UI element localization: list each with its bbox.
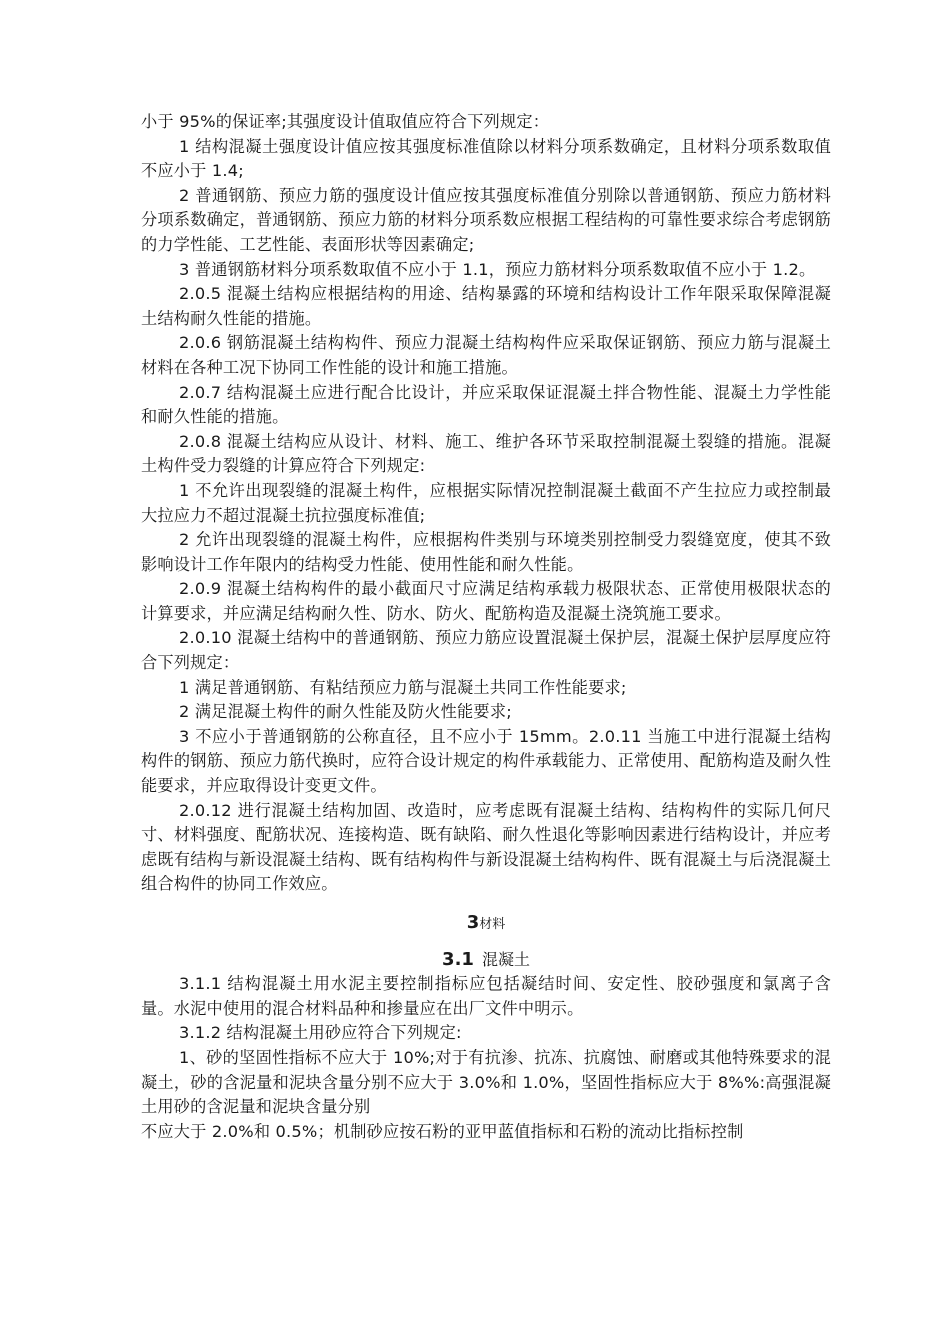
paragraph: 2 满足混凝土构件的耐久性能及防火性能要求; [179,702,512,722]
chapter-heading [141,911,831,938]
section-title: 混凝土 [481,949,530,969]
paragraph: 2.0.7 结构混凝土应进行配合比设计，并应采取保证混凝土拌合物性能、混凝土力学性能和耐久性能的措施。 [141,382,831,427]
paragraph: 2.0.10 混凝土结构中的普通钢筋、预应力筋应设置混凝土保护层，混凝土保护层厚度应符合下列规定： [141,628,831,673]
document-page [141,110,831,1144]
paragraph: 3 不应小于普通钢筋的公称直径，且不应小于 15mm。2.0.11 当施工中进行混凝土结构构件的钢筋、预应力筋代换时，应符合设计规定的构件承载能力、正常使用、配筋构造及耐久性能要求，并应取得设计变更文件。 [141,726,831,796]
body-text-after [141,972,831,1144]
chapter-title: 材料 [479,917,506,932]
paragraph: 2.0.5 混凝土结构应根据结构的用途、结构暴露的环境和结构设计工作年限采取保障混凝土结构耐久性能的措施。 [141,284,831,328]
paragraph: 不应大于 2.0%和 0.5%；机制砂应按石粉的亚甲蓝值指标和石粉的流动比指标控制 [141,1121,744,1141]
paragraph: 2.0.9 混凝土结构构件的最小截面尺寸应满足结构承载力极限状态、正常使用极限状态的计算要求，并应满足结构耐久性、防水、防火、配筋构造及混凝土浇筑施工要求。 [141,579,831,623]
paragraph: 2.0.12 进行混凝土结构加固、改造时，应考虑既有混凝土结构、结构构件的实际几何尺寸、材料强度、配筋状况、连接构造、既有缺陷、耐久性退化等影响因素进行结构设计，并应考虑既有结构与新设混凝土结构、既有结构构件与新设混凝土结构构件、既有混凝土与后浇混凝土组合构件的协同工作效应。 [141,800,831,894]
paragraph: 1 不允许出现裂缝的混凝土构件，应根据实际情况控制混凝土截面不产生拉应力或控制最大拉应力不超过混凝土抗拉强度标准值; [141,480,831,525]
paragraph: 2.0.8 混凝土结构应从设计、材料、施工、维护各环节采取控制混凝土裂缝的措施。混凝土构件受力裂缝的计算应符合下列规定: [141,431,831,476]
paragraph: 3.1.2 结构混凝土用砂应符合下列规定: [179,1023,462,1043]
paragraph: 1 结构混凝土强度设计值应按其强度标准值除以材料分项系数确定，且材料分项系数取值不应小于 1.4; [141,136,831,181]
paragraph: 2 普通钢筋、预应力筋的强度设计值应按其强度标准值分别除以普通钢筋、预应力筋材料分项系数确定，普通钢筋、预应力筋的材料分项系数应根据工程结构的可靠性要求综合考虑钢筋的力学性能、工艺性能、表面形状等因素确定; [141,185,831,254]
paragraph: 1、砂的坚固性指标不应大于 10%;对于有抗渗、抗冻、抗腐蚀、耐磨或其他特殊要求的混凝土，砂的含泥量和泥块含量分别不应大于 3.0%和 1.0%，坚固性指标应大于 8%%:高强混凝土用砂的含泥量和泥块含量分别 [141,1047,831,1117]
paragraph: 2.0.6 钢筋混凝土结构构件、预应力混凝土结构构件应采取保证钢筋、预应力筋与混凝土材料在各种工况下协同工作性能的设计和施工措施。 [141,333,831,377]
section-heading [141,948,831,973]
paragraph: 2 允许出现裂缝的混凝土构件，应根据构件类别与环境类别控制受力裂缝宽度，使其不致影响设计工作年限内的结构受力性能、使用性能和耐久性能。 [141,530,831,574]
paragraph: 1 满足普通钢筋、有粘结预应力筋与混凝土共同工作性能要求; [179,677,627,697]
body-text-before [141,110,831,897]
chapter-number: 3 [466,912,480,933]
section-number: 3.1 [442,948,474,970]
paragraph: 小于 95%的保证率;其强度设计值取值应符合下列规定： [141,112,550,131]
paragraph: 3.1.1 结构混凝土用水泥主要控制指标应包括凝结时间、安定性、胶砂强度和氯离子含量。水泥中使用的混合材料品种和掺量应在出厂文件中明示。 [141,974,831,1018]
paragraph: 3 普通钢筋材料分项系数取值不应小于 1.1，预应力筋材料分项系数取值不应小于 1.2。 [179,259,816,279]
